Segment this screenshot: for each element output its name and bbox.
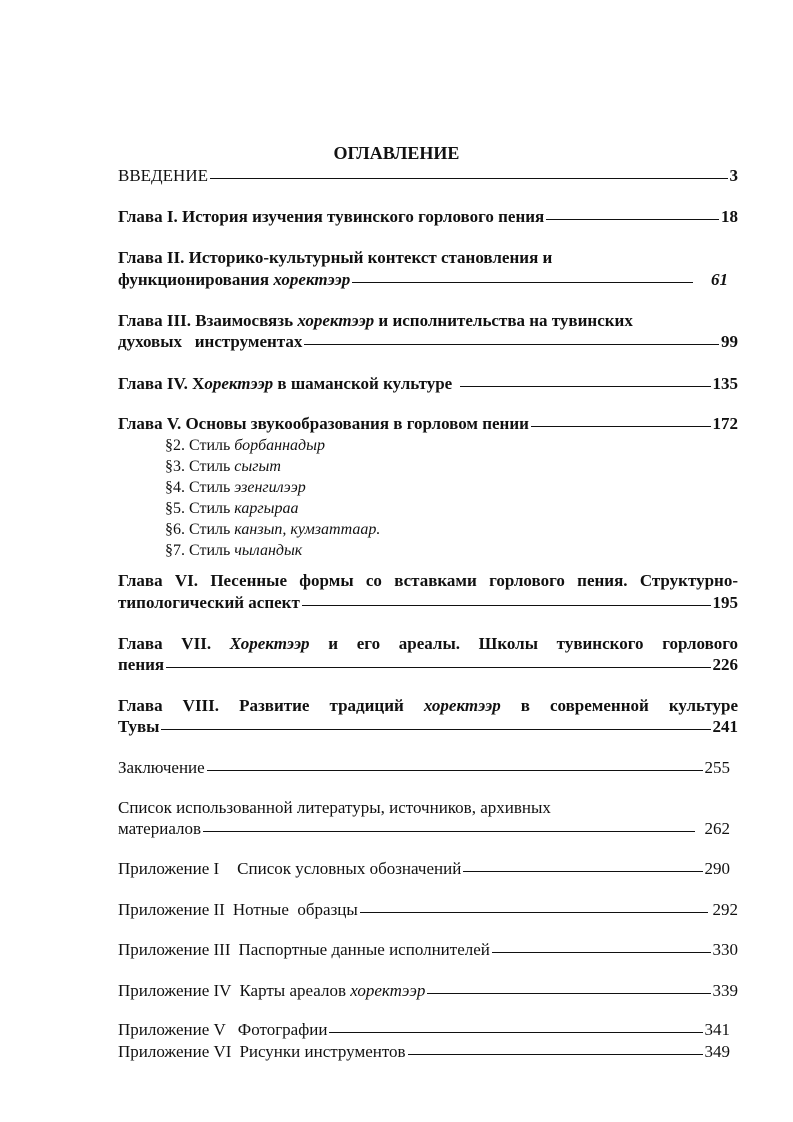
toc-page-number: 172 <box>712 414 738 433</box>
toc-entry-term: Хоректээр <box>229 634 310 653</box>
leader-line <box>427 993 710 994</box>
toc-page-number: 339 <box>712 981 738 1000</box>
toc-page-number: 226 <box>712 655 738 674</box>
appendix-title: Паспортные данные исполнителей <box>238 940 490 959</box>
appendix-title: Карты ареалов <box>239 981 351 1000</box>
toc-entry-text: и его ареалы. Школы тувинского горлового <box>309 634 738 653</box>
toc-entry-label: Заключение <box>118 758 205 777</box>
toc-section-style: сыгыт <box>234 458 281 475</box>
toc-section <box>165 478 785 498</box>
toc-page-number: 290 <box>704 859 730 878</box>
appendix-number: Приложение IV <box>118 981 232 1000</box>
leader-line <box>408 1054 703 1055</box>
toc-entry-conclusion <box>118 758 738 778</box>
toc-entry-chapter-3-line1 <box>118 311 738 331</box>
leader-line <box>531 426 711 427</box>
toc-section <box>165 520 785 540</box>
toc-entry-chapter-6-line1: Глава VI. Песенные формы со вставками горлового пения. Структурно- <box>118 571 738 590</box>
leader-line <box>207 770 703 771</box>
leader-line <box>492 952 711 953</box>
toc-entry-label: типологический аспект <box>118 593 300 612</box>
toc-entry-chapter-3-line2 <box>118 332 738 352</box>
leader-line <box>166 667 710 668</box>
toc-section <box>165 499 785 519</box>
toc-section-label: §2. Стиль <box>165 437 235 454</box>
toc-page-number: 349 <box>704 1042 730 1061</box>
toc-section <box>165 457 785 477</box>
toc-entry-label <box>118 1020 327 1040</box>
toc-entry-chapter-2-line2 <box>118 270 738 290</box>
toc-entry-term: хоректээр <box>423 696 501 715</box>
toc-section-style: борбаннадыр <box>234 437 325 454</box>
toc-section-label: §6. Стиль <box>165 521 235 538</box>
toc-entry-chapter-6-line2 <box>118 593 738 613</box>
toc-page-number: 330 <box>712 940 738 959</box>
leader-line <box>546 219 719 220</box>
leader-line <box>203 831 694 832</box>
toc-section-label: §5. Стиль <box>165 500 235 517</box>
toc-entry-text: Глава IV. Х <box>118 374 205 393</box>
toc-entry-appendix <box>118 900 738 920</box>
appendix-term: хоректээр <box>350 981 426 1000</box>
toc-entry-intro <box>118 166 738 186</box>
toc-entry-chapter-2-line1: Глава II. Историко-культурный контекст становления и <box>118 248 553 267</box>
toc-page-number: 341 <box>704 1020 730 1039</box>
toc-entry-label: духовых инструментах <box>118 332 303 351</box>
toc-entry-text: Глава VII. <box>118 634 230 653</box>
toc-entry-label: материалов <box>118 819 202 838</box>
toc-entry-label <box>118 859 461 879</box>
toc-entry-label <box>118 270 350 290</box>
toc-entry-chapter-7-line1 <box>118 634 738 654</box>
toc-entry-label <box>118 940 490 960</box>
leader-line <box>210 178 728 179</box>
toc-section-style: чыландык <box>234 542 303 559</box>
toc-page-number: 18 <box>721 207 738 226</box>
toc-section-style: эзенгилээр <box>234 479 306 496</box>
leader-line <box>329 1032 702 1033</box>
page-title: ОГЛАВЛЕНИЕ <box>333 143 460 163</box>
appendix-number: Приложение I <box>118 859 220 878</box>
toc-entry-label <box>118 374 452 394</box>
toc-page-number: 255 <box>704 758 730 777</box>
toc-section-style: канзып, кумзаттаар. <box>234 521 381 538</box>
leader-line <box>463 871 702 872</box>
appendix-title: Список условных обозначений <box>237 859 462 878</box>
toc-page-number: 135 <box>712 374 738 393</box>
toc-page-number: 262 <box>704 819 730 838</box>
toc-entry-label: пения <box>118 655 165 674</box>
toc-page-number: 195 <box>712 593 738 612</box>
appendix-number: Приложение III <box>118 940 231 959</box>
leader-line <box>352 282 693 283</box>
toc-page-number: 61 <box>711 270 728 289</box>
toc-entry-appendix <box>118 1020 738 1040</box>
toc-entry-term: оректээр <box>204 374 274 393</box>
toc-entry-appendix <box>118 981 738 1001</box>
appendix-number: Приложение V <box>118 1020 226 1039</box>
toc-section-label: §7. Стиль <box>165 542 235 559</box>
toc-entry-term: хоректээр <box>273 270 351 289</box>
toc-entry-chapter-5 <box>118 414 738 434</box>
appendix-number: Приложение VI <box>118 1042 232 1061</box>
toc-entry-label <box>118 1042 406 1062</box>
toc-section <box>165 436 785 456</box>
toc-page-number: 99 <box>721 332 738 351</box>
toc-page-number: 241 <box>712 717 738 736</box>
appendix-title: Нотные образцы <box>232 900 358 919</box>
toc-section-style: каргыраа <box>234 500 299 517</box>
toc-entry-text: Глава III. Взаимосвязь <box>118 311 298 330</box>
leader-line <box>302 605 711 606</box>
toc-section-label: §4. Стиль <box>165 479 235 496</box>
toc-page-number: 3 <box>729 166 738 185</box>
toc-entry-text: Глава VIII. Развитие традиций <box>118 696 424 715</box>
toc-entry-label: ВВЕДЕНИЕ <box>118 166 208 185</box>
toc-entry-label: Глава V. Основы звукообразования в горловом пении <box>118 414 529 433</box>
leader-line <box>460 386 710 387</box>
toc-entry-bibliography-line2 <box>118 819 738 839</box>
toc-entry-bibliography-line1: Список использованной литературы, источников, архивных <box>118 798 551 817</box>
toc-entry-text: в шаманской культуре <box>273 374 453 393</box>
toc-entry-text: функционирования <box>118 270 274 289</box>
toc-entry-appendix <box>118 859 738 879</box>
toc-entry-chapter-4 <box>118 374 738 394</box>
appendix-title: Фотографии <box>237 1020 328 1039</box>
leader-line <box>360 912 708 913</box>
toc-entry-label: Тувы <box>118 717 160 736</box>
toc-entry-appendix <box>118 940 738 960</box>
toc-section <box>165 541 785 561</box>
toc-entry-chapter-1 <box>118 207 738 227</box>
toc-entry-text: в современной культуре <box>500 696 738 715</box>
toc-entry-label <box>118 981 425 1001</box>
toc-entry-chapter-7-line2 <box>118 655 738 675</box>
toc-entry-label <box>118 900 358 920</box>
toc-entry-label: Глава I. История изучения тувинского горлового пения <box>118 207 545 226</box>
appendix-number: Приложение II <box>118 900 225 919</box>
toc-entry-text: и исполнительства на тувинских <box>374 311 633 330</box>
toc-entry-term: хоректээр <box>297 311 375 330</box>
leader-line <box>161 729 710 730</box>
toc-entry-chapter-8-line1 <box>118 696 738 716</box>
toc-page-number: 292 <box>712 900 738 919</box>
toc-section-label: §3. Стиль <box>165 458 235 475</box>
appendix-title: Рисунки инструментов <box>239 1042 406 1061</box>
leader-line <box>304 344 719 345</box>
toc-entry-appendix <box>118 1042 738 1062</box>
toc-entry-chapter-8-line2 <box>118 717 738 737</box>
